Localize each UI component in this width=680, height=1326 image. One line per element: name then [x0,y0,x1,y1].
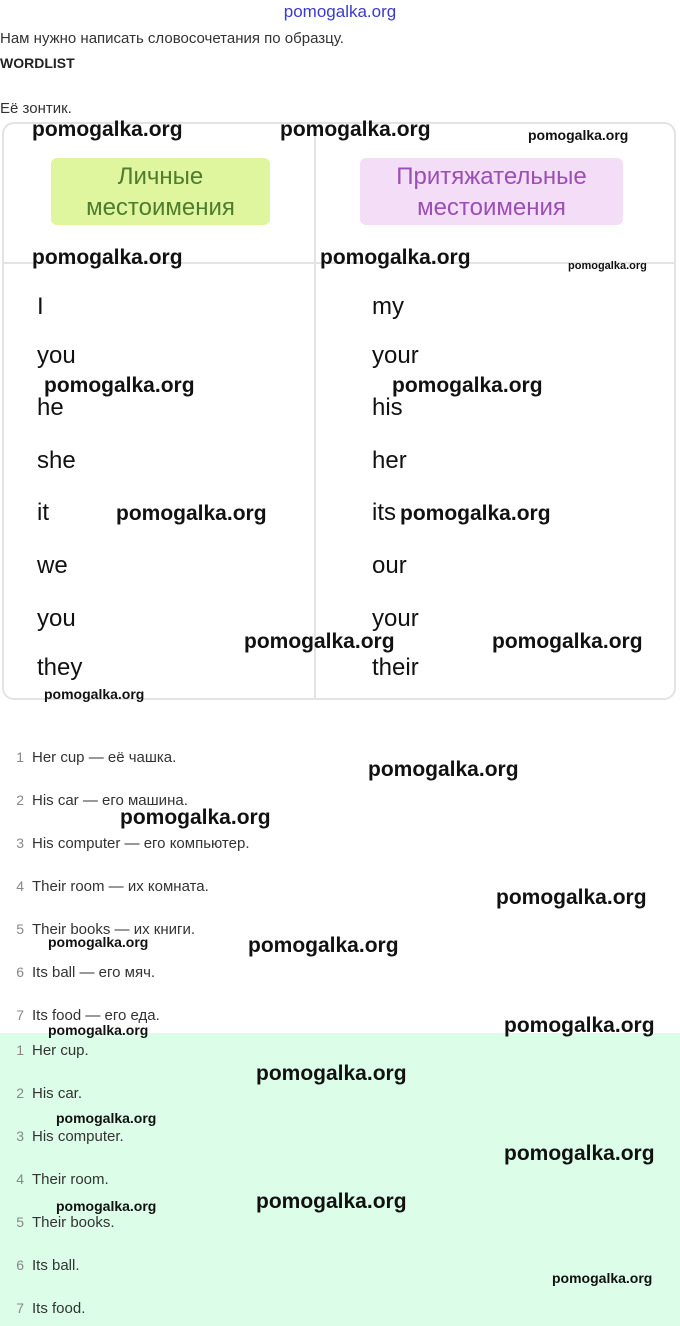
watermark: pomogalka.org [496,886,647,909]
personal-pronouns-header [51,158,270,225]
watermark: pomogalka.org [528,127,629,143]
row-number: 6 [16,964,24,980]
watermark: pomogalka.org [256,1190,407,1213]
possessive-pronoun: my [372,293,404,320]
watermark: pomogalka.org [48,934,149,950]
watermark: pomogalka.org [56,1198,157,1214]
row-number: 7 [16,1007,24,1023]
personal-header-line-2: местоимения [86,194,235,221]
possessive-pronouns-header [360,158,623,225]
watermark: pomogalka.org [492,630,643,653]
possessive-pronoun: its [372,499,396,526]
answer-row [0,1257,80,1274]
row-text: Their room. [32,1171,109,1188]
row-number: 5 [16,921,24,937]
watermark: pomogalka.org [120,806,271,829]
answer-row [0,1171,109,1188]
possessive-pronoun: our [372,552,407,579]
answer-row [0,1300,85,1317]
watermark: pomogalka.org [32,246,183,269]
site-logo[interactable]: pomogalka.org [283,2,397,21]
personal-pronoun: it [37,499,49,526]
wordlist-label[interactable]: WORDLIST [0,55,75,71]
example-row [0,878,209,895]
example-row [0,964,155,981]
answer-row [0,1042,89,1059]
row-text: His car. [32,1085,83,1102]
possessive-pronoun: their [372,654,419,681]
row-number: 7 [16,1300,24,1316]
watermark: pomogalka.org [244,630,395,653]
answer-row [0,1128,124,1145]
watermark: pomogalka.org [400,502,551,525]
watermark: pomogalka.org [320,246,471,269]
personal-pronoun: she [37,447,76,474]
watermark: pomogalka.org [392,374,543,397]
example-text: Её зонтик. [0,100,72,117]
answer-row [0,1214,115,1231]
row-text: Its ball. [32,1257,80,1274]
possessive-header-line-2: местоимения [417,194,566,221]
watermark: pomogalka.org [116,502,267,525]
watermark: pomogalka.org [504,1014,655,1037]
possessive-pronoun: your [372,342,419,369]
row-number: 3 [16,1128,24,1144]
row-text: Her cup. [32,1042,89,1059]
personal-pronoun: they [37,654,83,681]
watermark: pomogalka.org [32,118,183,141]
row-text: Its food — его еда. [32,1007,160,1024]
instruction-text: Нам нужно написать словосочетания по образцу. [0,30,344,47]
possessive-pronoun: his [372,394,403,421]
watermark: pomogalka.org [568,260,647,272]
row-number: 3 [16,835,24,851]
watermark: pomogalka.org [280,118,431,141]
row-text: Her cup — её чашка. [32,749,177,766]
watermark: pomogalka.org [248,934,399,957]
row-text: His car — его машина. [32,792,188,809]
personal-pronoun: he [37,394,64,421]
row-number: 4 [16,878,24,894]
row-text: Their books. [32,1214,115,1231]
row-number: 6 [16,1257,24,1273]
personal-pronoun: you [37,342,76,369]
watermark: pomogalka.org [504,1142,655,1165]
row-number: 5 [16,1214,24,1230]
personal-pronoun: you [37,605,76,632]
watermark: pomogalka.org [56,1110,157,1126]
row-text: Its ball — его мяч. [32,964,156,981]
row-text: His computer. [32,1128,124,1145]
watermark: pomogalka.org [368,758,519,781]
possessive-pronoun: her [372,447,407,474]
row-text: Their books — их книги. [32,921,195,938]
watermark: pomogalka.org [552,1270,653,1286]
example-row [0,749,176,766]
row-text: Its food. [32,1300,86,1317]
example-row [0,835,250,852]
row-number: 4 [16,1171,24,1187]
watermark: pomogalka.org [48,1022,149,1038]
personal-header-line-1: Личные [117,163,204,190]
answer-row [0,1085,82,1102]
watermark: pomogalka.org [256,1062,407,1085]
row-number: 2 [16,1085,24,1101]
possessive-header-line-1: Притяжательные [396,163,587,190]
table-column-divider [314,124,316,698]
personal-pronoun: I [37,293,44,320]
row-text: His computer — его компьютер. [32,835,250,852]
row-number: 1 [16,1042,24,1058]
row-number: 2 [16,792,24,808]
row-text: Their room — их комната. [32,878,209,895]
watermark: pomogalka.org [44,374,195,397]
personal-pronoun: we [37,552,68,579]
row-number: 1 [16,749,24,765]
possessive-pronoun: your [372,605,419,632]
watermark: pomogalka.org [44,686,145,702]
